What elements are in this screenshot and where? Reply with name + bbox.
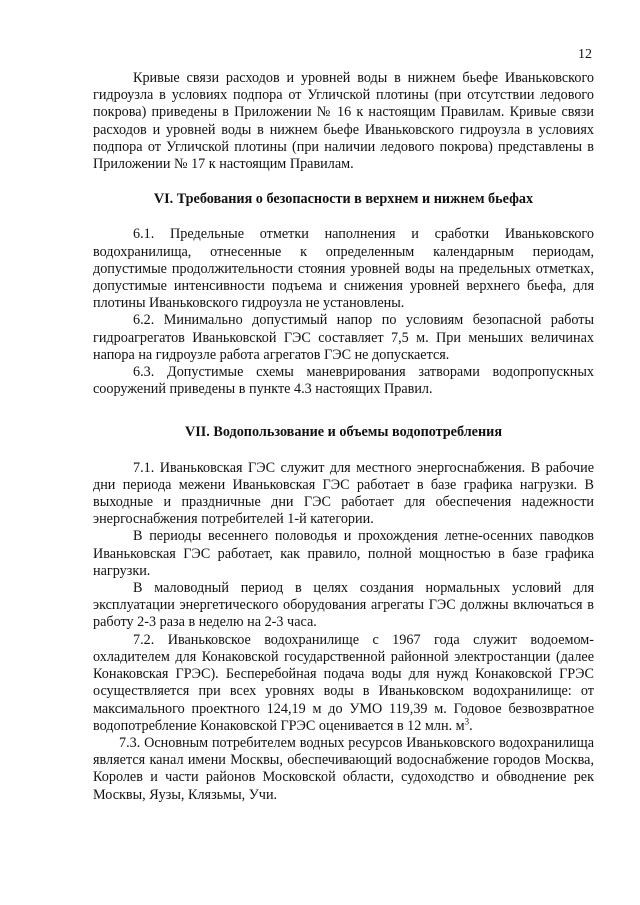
paragraph-6-3: 6.3. Допустимые схемы маневрирования затворами водопропускных сооружений приведены в пункте 4.3 настоящих Правил. <box>93 364 594 398</box>
paragraph-6-2: 6.2. Минимально допустимый напор по условиям безопасной работы гидроагрегатов Иваньковской ГЭС составляет 7,5 м. При меньших величинах напора на гидроузле работа агрегатов ГЭС не допускается. <box>93 312 594 363</box>
paragraph-7-2-text: 7.2. Иваньковское водохранилище с 1967 года служит водоемом-охладителем для Конаковской государственной районной электростанции (далее Конаковская ГРЭС). Бесперебойная подача воды для нужд Конаковской ГРЭС осуществляется при всех уровнях воды в Иваньковском водохранилище: от максимального проектного 124,19 м до УМО 119,39 м. Годовое безвозвратное водопотребление Конаковской ГРЭС оценивается в 12 млн. м <box>93 631 594 734</box>
section-vii-heading: VII. Водопользование и объемы водопотребления <box>184 424 502 441</box>
page-content <box>93 70 594 804</box>
intro-paragraph: Кривые связи расходов и уровней воды в нижнем бьефе Иваньковского гидроузла в условиях подпора от Угличской плотины (при отсутствии ледового покрова) приведены в Приложении № 16 к настоящим Правилам. Кривые связи расходов и уровней воды в нижнем бьефе Иваньковского гидроузла в условиях подпора от Угличской плотины (при наличии ледового покрова) представлены в Приложении № 17 к настоящим Правилам. <box>93 70 594 173</box>
page-number: 12 <box>578 47 592 62</box>
paragraph-7-2-end: . <box>469 717 473 734</box>
paragraph-7-2 <box>93 632 594 735</box>
section-vi-heading: VI. Требования о безопасности в верхнем и нижнем бьефах <box>153 191 534 208</box>
paragraph-6-1: 6.1. Предельные отметки наполнения и сработки Иваньковского водохранилища, отнесенные к определенным календарным периодам, допустимые продолжительности стояния уровней воды на предельных отметках, допустимые интенсивности подъема и снижения уровней верхнего бьефа, для плотины Иваньковского гидроузла не установлены. <box>93 226 594 312</box>
paragraph-7-1-floods: В периоды весеннего половодья и прохождения летне-осенних паводков Иваньковская ГЭС работает, как правило, полной мощностью в базе графика нагрузки. <box>93 528 594 579</box>
cubic-superscript: 3 <box>464 715 470 726</box>
paragraph-7-1: 7.1. Иваньковская ГЭС служит для местного энергоснабжения. В рабочие дни периода межени Иваньковская ГЭС работает в базе графика нагрузки. В выходные и праздничные дни ГЭС работает для обеспечения надежности энергоснабжения потребителей 1-й категории. <box>93 459 594 528</box>
paragraph-7-1-lowwater: В маловодный период в целях создания нормальных условий для эксплуатации энергетического оборудования агрегаты ГЭС должны включаться в работу 2-3 раза в неделю на 2-3 часа. <box>93 580 594 631</box>
paragraph-7-3: 7.3. Основным потребителем водных ресурсов Иваньковского водохранилища является канал имени Москвы, обеспечивающий водоснабжение городов Москва, Королев и части районов Московской области, судоходство и обводнение рек Москвы, Яузы, Клязьмы, Учи. <box>93 734 594 803</box>
